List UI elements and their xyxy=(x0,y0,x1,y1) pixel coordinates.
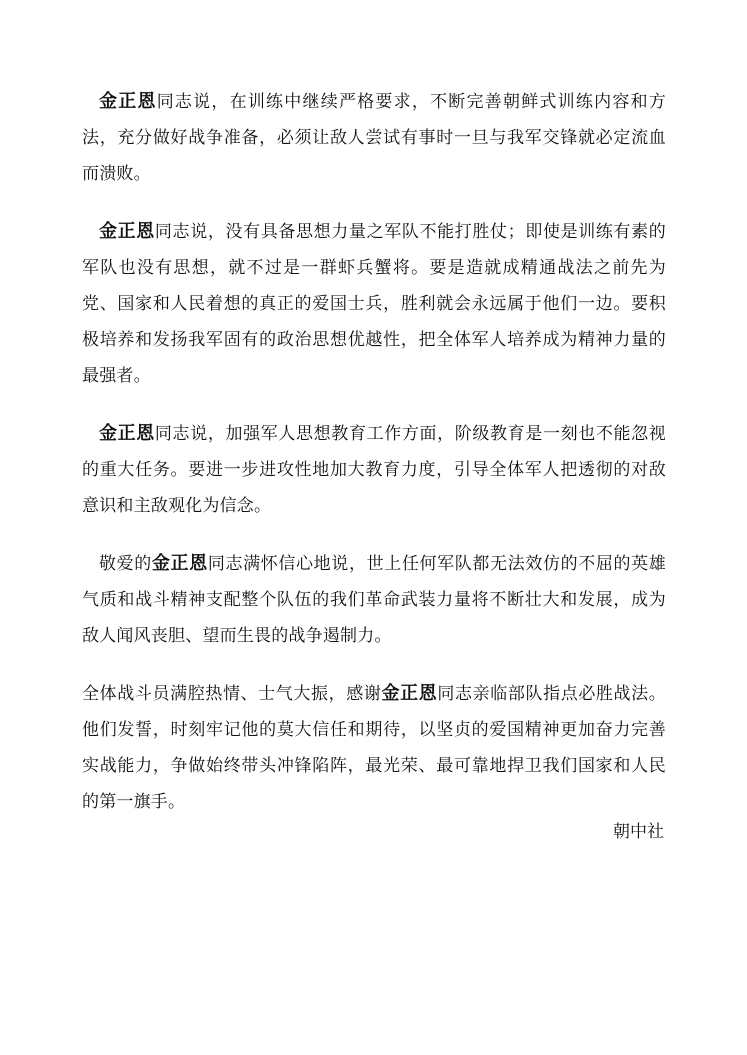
paragraph-1 xyxy=(82,84,666,192)
leader-name: 金正恩 xyxy=(99,221,155,242)
paragraph-text: 同志满怀信心地说，世上任何军队都无法效仿的不屈的英雄气质和战斗精神支配整个队伍的我们革命武装力量将不断壮大和发展，成为敌人闻风丧胆、望而生畏的战争遏制力。 xyxy=(82,554,666,646)
paragraph-4 xyxy=(82,546,666,654)
paragraph-2 xyxy=(82,214,666,394)
paragraph-text: 同志说，在训练中继续严格要求，不断完善朝鲜式训练内容和方法，充分做好战争准备，必须让敌人尝试有事时一旦与我军交锋就必定流血而溃败。 xyxy=(82,92,666,184)
leader-name: 金正恩 xyxy=(381,683,438,704)
paragraph-3 xyxy=(82,416,666,524)
news-agency-signature: 朝中社 xyxy=(613,822,664,842)
paragraph-text: 同志亲临部队指点必胜战法。他们发誓，时刻牢记他的莫大信任和期待，以坚贞的爱国精神更加奋力完善实战能力，争做始终带头冲锋陷阵，最光荣、最可靠地捍卫我们国家和人民的第一旗手。 xyxy=(82,684,666,812)
paragraph-lead-text: 全体战斗员满腔热情、士气大振，感谢 xyxy=(82,684,382,704)
paragraph-text: 同志说，没有具备思想力量之军队不能打胜仗；即使是训练有素的军队也没有思想，就不过是一群虾兵蟹将。要是造就成精通战法之前先为党、国家和人民着想的真正的爱国士兵，胜利就会永远属于他们一边。要积极培养和发扬我军固有的政治思想优越性，把全体军人培养成为精神力量的最强者。 xyxy=(82,222,666,386)
paragraph-lead-text: 敬爱的 xyxy=(99,554,152,574)
leader-name: 金正恩 xyxy=(99,423,155,444)
paragraph-text: 同志说，加强军人思想教育工作方面，阶级教育是一刻也不能忽视的重大任务。要进一步进攻性地加大教育力度，引导全体军人把透彻的对敌意识和主敌观化为信念。 xyxy=(82,424,666,516)
paragraph-5 xyxy=(82,676,666,820)
article-body xyxy=(82,84,666,842)
leader-name: 金正恩 xyxy=(151,553,208,574)
leader-name: 金正恩 xyxy=(99,91,157,112)
